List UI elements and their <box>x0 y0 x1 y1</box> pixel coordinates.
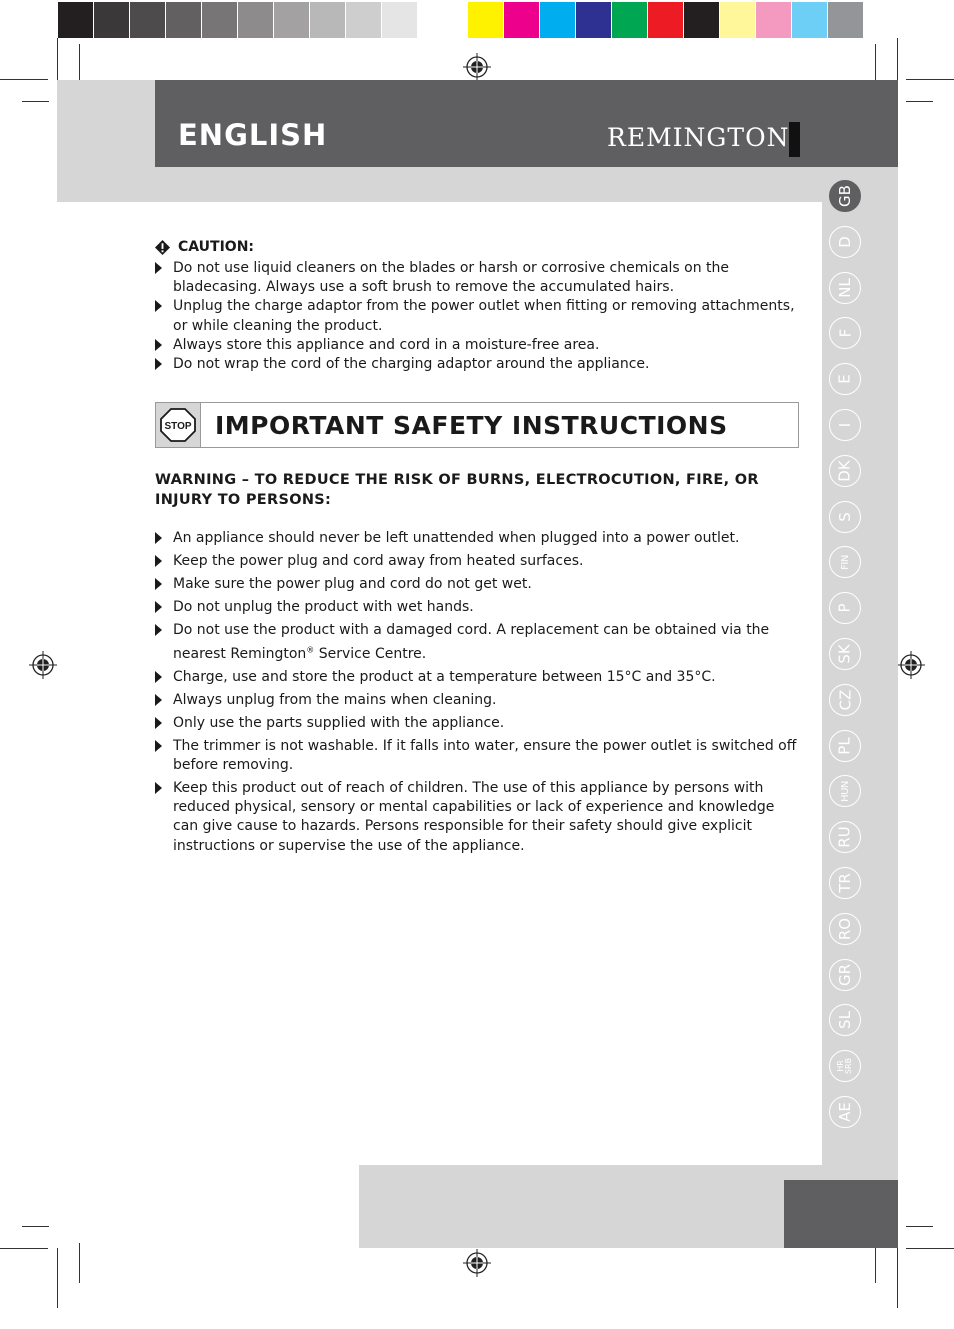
language-tab-label: FIN <box>839 554 851 570</box>
crop-mark <box>57 1248 58 1308</box>
language-tab-sl[interactable] <box>829 1004 861 1036</box>
list-item-text: Make sure the power plug and cord do not get wet. <box>173 576 532 592</box>
language-tab-label: E <box>835 374 854 384</box>
language-tab-ae[interactable] <box>829 1096 861 1128</box>
language-tab-label: HR SRB <box>836 1057 853 1075</box>
language-tab-label: I <box>836 422 854 428</box>
bullet-arrow-icon <box>155 555 162 567</box>
list-item <box>155 355 795 374</box>
language-tab-hun[interactable] <box>829 775 861 807</box>
crop-mark <box>906 101 933 102</box>
bullet-arrow-icon <box>155 740 162 752</box>
language-tab-label: D <box>836 236 854 248</box>
list-item-text: Always store this appliance and cord in a moisture-free area. <box>173 336 600 353</box>
list-item-text: Do not use liquid cleaners on the blades or harsh or corrosive chemicals on the bladecasing. Always use a soft brush to remove the accumulated hairs. <box>173 260 730 296</box>
language-tab-label: GB <box>835 185 854 207</box>
gray-swatch <box>94 2 130 38</box>
gray-swatch <box>202 2 238 38</box>
color-swatch <box>720 2 756 38</box>
language-tab-label: NL <box>835 278 854 298</box>
color-swatch <box>576 2 612 38</box>
crop-mark <box>875 44 876 84</box>
gray-swatch <box>166 2 202 38</box>
bullet-arrow-icon <box>155 671 162 683</box>
registration-mark-icon <box>29 651 57 679</box>
swatch-gap <box>454 2 468 38</box>
bullet-arrow-icon <box>155 578 162 590</box>
language-tab-sk[interactable] <box>829 638 861 670</box>
language-tab-label: S <box>836 512 854 522</box>
list-item <box>155 691 797 710</box>
warning-diamond-icon <box>155 240 170 255</box>
crop-mark <box>906 1226 933 1227</box>
language-tab-ro[interactable] <box>829 913 861 945</box>
language-tab-label: P <box>835 603 854 613</box>
language-tab-label: F <box>835 328 854 338</box>
language-tab-label: PL <box>836 737 854 755</box>
color-swatch <box>828 2 864 38</box>
bullet-arrow-icon <box>155 694 162 706</box>
language-tab-label: CZ <box>836 689 854 711</box>
language-tab-hr-srb[interactable] <box>829 1050 861 1082</box>
gray-swatch <box>310 2 346 38</box>
language-tab-label: RO <box>835 917 854 941</box>
list-item <box>155 598 797 617</box>
list-item-text: Unplug the charge adaptor from the power outlet when fitting or removing attachments, or while cleaning the product. <box>173 298 795 334</box>
brand-logo-bar <box>789 122 800 157</box>
stop-cell <box>156 403 201 447</box>
gray-swatch <box>130 2 166 38</box>
language-tab-gb[interactable] <box>829 180 861 212</box>
gray-swatch <box>382 2 418 38</box>
list-item-text: Charge, use and store the product at a temperature between 15°C and 35°C. <box>173 668 716 685</box>
safety-title: IMPORTANT SAFETY INSTRUCTIONS <box>215 411 728 440</box>
bullet-arrow-icon <box>155 339 162 351</box>
page-number-block <box>784 1180 898 1248</box>
language-tab-tr[interactable] <box>829 867 861 899</box>
language-tab-e[interactable] <box>829 363 861 395</box>
language-tab-pl[interactable] <box>829 730 861 762</box>
language-tab-label: HUN <box>839 780 851 802</box>
gray-swatch <box>346 2 382 38</box>
crop-mark <box>0 1248 48 1249</box>
crop-mark <box>897 38 898 80</box>
caution-heading <box>155 239 254 255</box>
color-swatch <box>792 2 828 38</box>
language-tab-p[interactable] <box>829 592 861 624</box>
language-tab-i[interactable] <box>829 409 861 441</box>
caution-heading-label: CAUTION: <box>178 239 255 255</box>
list-item-text: An appliance should never be left unattended when plugged into a power outlet. <box>173 530 740 546</box>
language-tab-label: AE <box>836 1102 854 1122</box>
registration-mark-icon <box>463 53 491 81</box>
registration-mark-icon <box>897 651 925 679</box>
color-swatch <box>468 2 504 38</box>
language-tab-f[interactable] <box>829 317 861 349</box>
crop-mark <box>57 38 58 80</box>
list-item <box>155 297 795 335</box>
stop-sign-label: STOP <box>164 421 192 432</box>
list-item-text: Do not unplug the product with wet hands. <box>173 599 474 615</box>
warning-heading: WARNING – TO REDUCE THE RISK OF BURNS, ELECTROCUTION, FIRE, OR INJURY TO PERSONS: <box>155 472 759 508</box>
gray-swatch <box>58 2 94 38</box>
language-tab-nl[interactable] <box>829 272 861 304</box>
gray-swatch <box>274 2 310 38</box>
list-item-text: Do not use the product with a damaged cord. A replacement can be obtained via the nearest Remington® Service Centre. <box>173 622 770 662</box>
color-calibration-bar <box>58 2 864 38</box>
registration-mark-icon <box>463 1249 491 1277</box>
language-tab-label: TR <box>836 873 854 893</box>
safety-heading-box <box>155 402 799 448</box>
language-tab-d[interactable] <box>829 226 861 258</box>
bullet-arrow-icon <box>155 262 162 274</box>
crop-mark <box>0 79 48 80</box>
list-item-text: Always unplug from the mains when cleaning. <box>173 691 497 708</box>
language-tab-dk[interactable] <box>829 455 861 487</box>
crop-mark <box>875 1243 876 1283</box>
list-item-text: Keep this product out of reach of children. The use of this appliance by persons with reduced physical, sensory or mental capabilities or lack of experience and knowledge can give cause to hazards. Persons responsible for their safety should give explicit instructions or supervise the use of the appliance. <box>173 780 775 854</box>
list-item <box>155 552 797 571</box>
language-tab-label: GR <box>835 963 854 987</box>
list-item-text: Only use the parts supplied with the appliance. <box>173 714 505 731</box>
bullet-arrow-icon <box>155 782 162 794</box>
color-swatch <box>612 2 648 38</box>
bullet-arrow-icon <box>155 624 162 636</box>
list-item-text: Do not wrap the cord of the charging adaptor around the appliance. <box>173 356 650 373</box>
list-item <box>155 336 795 355</box>
safety-list <box>155 529 797 860</box>
color-swatch <box>540 2 576 38</box>
language-tab-s[interactable] <box>829 501 861 533</box>
caution-list <box>155 259 795 374</box>
page-title: ENGLISH <box>178 118 328 152</box>
crop-mark <box>897 1248 898 1308</box>
list-item-text: Keep the power plug and cord away from heated surfaces. <box>173 553 584 569</box>
language-tab-gr[interactable] <box>829 959 861 991</box>
crop-mark <box>79 1243 80 1283</box>
language-tab-fin[interactable] <box>829 546 861 578</box>
color-swatch <box>684 2 720 38</box>
language-tab-ru[interactable] <box>829 821 861 853</box>
language-tab-label: SK <box>835 644 854 664</box>
language-tab-label: RU <box>836 826 854 848</box>
gray-swatch <box>418 2 454 38</box>
crop-mark <box>906 79 954 80</box>
list-item <box>155 779 797 856</box>
list-item <box>155 259 795 297</box>
crop-mark <box>79 44 80 84</box>
brand-logo: REMINGTON <box>607 123 790 152</box>
language-tab-cz[interactable] <box>829 684 861 716</box>
list-item <box>155 529 797 548</box>
gray-swatch <box>238 2 274 38</box>
crop-mark <box>22 101 49 102</box>
bullet-arrow-icon <box>155 532 162 544</box>
list-item <box>155 575 797 594</box>
bullet-arrow-icon <box>155 717 162 729</box>
list-item-text: The trimmer is not washable. If it falls into water, ensure the power outlet is switched off before removing. <box>173 737 797 774</box>
bullet-arrow-icon <box>155 358 162 370</box>
bullet-arrow-icon <box>155 300 162 312</box>
language-tab-label: DK <box>835 460 854 482</box>
list-item <box>155 668 797 687</box>
color-swatch <box>756 2 792 38</box>
crop-mark <box>906 1248 954 1249</box>
list-item <box>155 737 797 775</box>
list-item <box>155 714 797 733</box>
crop-mark <box>22 1226 49 1227</box>
color-swatch <box>504 2 540 38</box>
color-swatch <box>648 2 684 38</box>
language-tab-label: SL <box>835 1011 854 1029</box>
bullet-arrow-icon <box>155 601 162 613</box>
list-item <box>155 621 797 664</box>
stop-sign-icon <box>156 403 200 447</box>
